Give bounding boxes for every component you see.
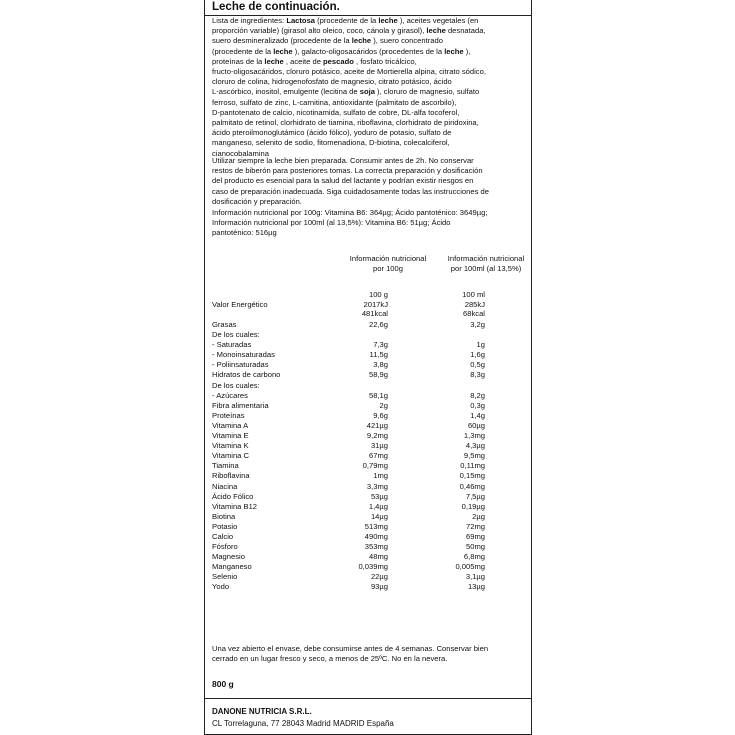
row-label: Riboflavina <box>212 471 250 481</box>
row-label: Fibra alimentaria <box>212 400 269 410</box>
row-value-per-100ml: 0,46mg <box>459 481 485 491</box>
row-value-per-100ml: 3,2g <box>470 320 485 329</box>
row-value-per-100g: 3,8g <box>373 360 388 370</box>
row-value-per-100g: 9,2mg <box>366 431 388 441</box>
row-label: Yodo <box>212 582 230 592</box>
row-value-per-100ml: 8,3g <box>470 370 485 380</box>
row-value-per-100g: 513mg <box>364 521 388 531</box>
divider <box>205 698 531 699</box>
table-row <box>205 370 532 380</box>
row-value-per-100g: 3,3mg <box>366 481 388 491</box>
row-label: Calcio <box>212 531 234 541</box>
nutrition-summary: Información nutricional por 100g: Vitamina B6: 364µg; Ácido pantoténico: 3649µg; Información nutricional por 100ml (al 13,5%): Vitamina B6: 51µg; Ácido pantoténico: 516µg <box>212 208 488 238</box>
row-label: Vitamina E <box>212 431 249 441</box>
row-value-per-100ml: 4,3µg <box>465 441 485 451</box>
row-label: Vitamina A <box>212 420 249 430</box>
row-label: Proteínas <box>212 410 245 420</box>
row-label: Fósforo <box>212 542 238 552</box>
row-value-per-100ml: 69mg <box>466 531 485 541</box>
row-value-per-100g: 53µg <box>370 491 388 501</box>
table-row <box>205 512 532 522</box>
row-label: Vitamina K <box>212 441 249 451</box>
row-label: Ácido Fólico <box>212 491 254 501</box>
row-value-per-100g: 100 g 2017kJ 481kcal <box>361 290 388 319</box>
row-value-per-100ml: 1,4g <box>470 410 485 420</box>
row-value-per-100g: 0,79mg <box>362 461 388 471</box>
row-value-per-100g: 58,9g <box>368 370 388 380</box>
company-name: DANONE NUTRICIA S.R.L. <box>212 707 312 716</box>
table-row <box>205 360 532 370</box>
row-value-per-100g: 9,6g <box>373 410 388 420</box>
row-value-per-100g: 7,3g <box>373 340 388 350</box>
row-label: Valor Energético <box>212 300 268 309</box>
product-title: Leche de continuación. <box>212 1 340 13</box>
row-value-per-100ml: 0,5g <box>470 360 485 370</box>
table-row <box>205 401 532 411</box>
table-row <box>205 502 532 512</box>
row-value-per-100g: 1,4µg <box>368 501 388 511</box>
row-label: De los cuales: <box>212 380 260 390</box>
row-value-per-100ml: 0,3g <box>470 400 485 410</box>
table-row <box>205 582 532 592</box>
column-header-per-100g: Información nutricional por 100g <box>349 254 427 274</box>
row-value-per-100ml: 1,6g <box>470 350 485 360</box>
row-value-per-100g: 14µg <box>370 511 388 521</box>
table-row <box>205 340 532 350</box>
row-label: Selenio <box>212 572 238 582</box>
row-value-per-100g: 31µg <box>370 441 388 451</box>
row-value-per-100ml: 7,5µg <box>465 491 485 501</box>
table-row <box>205 441 532 451</box>
row-value-per-100g: 2g <box>379 400 388 410</box>
table-row <box>205 330 532 340</box>
row-value-per-100g: 48mg <box>369 552 388 562</box>
storage-instructions: Una vez abierto el envase, debe consumirse antes de 4 semanas. Conservar bien cerrado en un lugar fresco y seco, a menos de 25ºC. No en la nevera. <box>212 644 489 664</box>
row-value-per-100ml: 9,5mg <box>463 451 485 461</box>
table-row <box>205 471 532 481</box>
table-row <box>205 451 532 461</box>
table-row <box>205 572 532 582</box>
row-value-per-100ml: 8,2g <box>470 390 485 400</box>
row-label: - Monoinsaturadas <box>212 350 275 360</box>
table-row <box>205 421 532 431</box>
table-row <box>205 532 532 542</box>
row-value-per-100ml: 0,19µg <box>461 501 485 511</box>
table-row <box>205 411 532 421</box>
row-value-per-100g: 353mg <box>364 542 388 552</box>
product-info-sheet <box>204 0 532 735</box>
table-row <box>205 492 532 502</box>
table-row <box>205 461 532 471</box>
row-value-per-100ml: 2µg <box>472 511 485 521</box>
table-row <box>205 350 532 360</box>
row-value-per-100ml: 1,3mg <box>463 431 485 441</box>
row-value-per-100ml: 50mg <box>466 542 485 552</box>
row-value-per-100ml: 1g <box>476 340 485 350</box>
row-value-per-100g: 93µg <box>370 582 388 592</box>
row-value-per-100ml: 0,15mg <box>459 471 485 481</box>
row-label: Biotina <box>212 511 236 521</box>
table-row <box>205 320 532 330</box>
row-value-per-100ml: 3,1µg <box>465 572 485 582</box>
net-weight: 800 g <box>212 679 234 689</box>
row-value-per-100ml: 60µg <box>467 420 485 430</box>
table-row <box>205 381 532 391</box>
row-label: - Azúcares <box>212 390 248 400</box>
table-row <box>205 391 532 401</box>
nutrition-table <box>205 290 532 593</box>
row-label: Tiamina <box>212 461 239 471</box>
table-row-energy <box>205 290 532 320</box>
company-address: CL Torrelaguna, 77 28043 Madrid MADRID España <box>212 719 394 728</box>
column-header-per-100ml: Información nutricional por 100ml (al 13,5%) <box>447 254 525 274</box>
row-value-per-100g: 22,6g <box>368 320 388 329</box>
row-value-per-100g: 421µg <box>366 420 388 430</box>
row-label: - Poliinsaturadas <box>212 360 269 370</box>
row-label: Vitamina B12 <box>212 501 258 511</box>
table-row <box>205 562 532 572</box>
row-label: Potasio <box>212 521 238 531</box>
table-row <box>205 552 532 562</box>
table-row <box>205 522 532 532</box>
row-value-per-100ml: 0,005mg <box>455 562 485 572</box>
table-row <box>205 482 532 492</box>
usage-instructions: Utilizar siempre la leche bien preparada. Consumir antes de 2h. No conservar restos de biberón para posteriores tomas. La correcta preparación y dosificación del producto es esencial para la salud del lactante y podrían existir riesgos en caso de preparación inadecuada. Siga cuidadosamente todas las instrucciones de dosificación y preparación. <box>212 156 489 206</box>
table-row <box>205 542 532 552</box>
row-value-per-100g: 1mg <box>373 471 388 481</box>
row-value-per-100g: 0,039mg <box>358 562 388 572</box>
row-label: Magnesio <box>212 552 245 562</box>
row-label: - Saturadas <box>212 340 252 350</box>
row-value-per-100g: 67mg <box>369 451 388 461</box>
row-label: Vitamina C <box>212 451 250 461</box>
row-label: Niacina <box>212 481 238 491</box>
row-value-per-100g: 22µg <box>370 572 388 582</box>
row-value-per-100g: 490mg <box>364 531 388 541</box>
row-label: Hidratos de carbono <box>212 370 281 380</box>
row-value-per-100ml: 0,11mg <box>460 461 485 471</box>
row-value-per-100g: 11,5g <box>369 350 388 360</box>
table-row <box>205 431 532 441</box>
row-value-per-100ml: 13µg <box>467 582 485 592</box>
row-label: Grasas <box>212 320 237 329</box>
row-label: De los cuales: <box>212 330 260 340</box>
row-label: Manganeso <box>212 562 252 572</box>
row-value-per-100ml: 6,8mg <box>463 552 485 562</box>
row-value-per-100ml: 72mg <box>466 521 485 531</box>
row-value-per-100g: 58,1g <box>368 390 388 400</box>
row-value-per-100ml: 100 ml 285kJ 68kcal <box>462 290 485 319</box>
ingredients-list: Lista de ingredientes: Lactosa (procedente de la leche ), aceites vegetales (en proporción variable) (girasol alto oleico, coco, cánola y girasol), leche desnatada, suero desmineralizado (procedente de la leche ), suero concentrado (procedente de la leche ), galacto-oligosacáridos (procedentes de la leche ), proteínas de la leche , aceite de pescado , fosfato tricálcico, fructo-oligosacáridos, cloruro potásico, aceite de Mortierella alpina, citrato sódico, cloruro de colina, hidrogenofosfato de magnesio, citrato potásico, ácido L-ascórbico, inositol, emulgente (lecitina de soja ), cloruro de magnesio, sulfato ferroso, sulfato de zinc, L-carnitina, antioxidante (palmitato de ascorbilo), D-pantotenato de calcio, nicotinamida, sulfato de cobre, DL-alfa tocoferol, palmitato de retinol, clorhidrato de tiamina, riboflavina, clorhidrato de piridoxina, ácido pteroilmonoglutámico (ácido fólico), yoduro de potasio, sulfato de manganeso, selenito de sodio, fitomenadiona, D-biotina, colecalciferol, cianocobalamina <box>212 16 486 158</box>
